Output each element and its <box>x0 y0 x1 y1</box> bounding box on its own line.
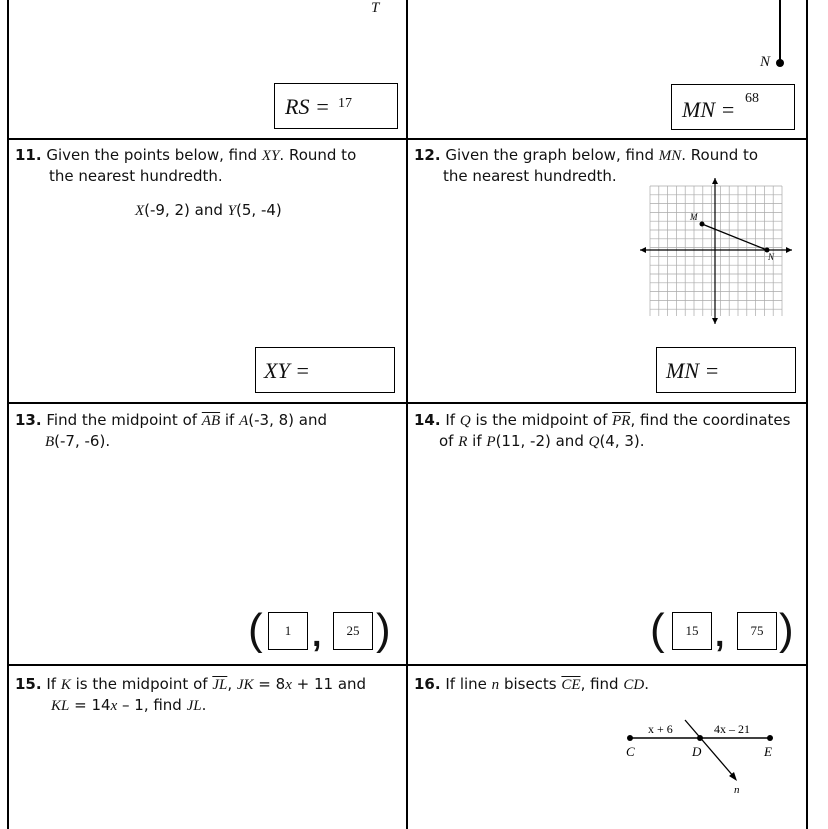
line-n: n <box>491 677 500 693</box>
open-paren: ( <box>650 605 665 654</box>
answer-label-mn-top: MN = <box>682 97 736 122</box>
close-paren: ) <box>779 605 794 654</box>
problem-text-line2: the nearest hundredth. <box>49 167 223 185</box>
problem-text-line2: the nearest hundredth. <box>443 167 617 185</box>
label-n: n <box>734 784 740 796</box>
point-k: K <box>60 677 71 693</box>
coords: (-7, -6). <box>54 432 111 450</box>
problem-13 <box>15 410 400 452</box>
problem-text-line2: of R if P(11, -2) and Q(4, 3). <box>439 432 645 450</box>
comma: , <box>715 616 725 654</box>
label-e: E <box>764 744 772 759</box>
variable: MN <box>658 148 682 164</box>
problem-text: Given the points below, find <box>46 146 262 164</box>
problem-text: If <box>445 411 460 429</box>
answer-label-xy: XY = <box>264 358 311 383</box>
y-axis-arrow-up <box>712 178 718 184</box>
coords: (5, -4) <box>236 201 282 219</box>
divider-row-3 <box>7 664 808 666</box>
segment-ab: $\overline{AB}$ <box>201 413 221 429</box>
bisector-diagram <box>620 715 790 800</box>
divider-row-1 <box>7 138 808 140</box>
problem-11 <box>15 145 400 186</box>
problem-number: 11. <box>15 146 42 164</box>
graph-grid <box>650 186 782 316</box>
coordinate-graph <box>640 178 792 324</box>
problem-15: 15. If K is the midpoint of $\overline{JL}$, JK = 8x + 11 and KL = 14x – 1, find JL. <box>15 674 400 716</box>
border-right <box>806 0 808 829</box>
answer-box-xy[interactable] <box>255 347 395 393</box>
problem-text: , find the coordinates <box>630 411 791 429</box>
point-label-n: N <box>760 54 771 70</box>
problem-14 <box>414 410 804 452</box>
segment-ce: $\overline{CE}$ <box>561 677 581 693</box>
answer-box-y[interactable]: 25 <box>333 612 373 650</box>
x-axis-arrow-left <box>640 247 646 253</box>
point-q: Q <box>588 434 600 450</box>
point-b: B <box>45 434 55 450</box>
problem-16: 16. If line n bisects $\overline{CE}$, find CD. <box>414 675 649 693</box>
close-paren: ) <box>376 605 391 654</box>
answer-value-rs: 17 <box>338 96 352 111</box>
problem-text: . Round to <box>279 146 357 164</box>
point-q: Q <box>459 413 471 429</box>
point-c <box>627 735 633 741</box>
problem-number: 14. <box>414 411 441 429</box>
problem-text: if <box>220 411 240 429</box>
y-axis-arrow-down <box>712 318 718 324</box>
answer-box-rs[interactable] <box>274 83 398 129</box>
coords: (-9, 2) and <box>144 201 228 219</box>
problem-text-line2 <box>15 431 400 452</box>
problem-text: Given the graph below, find <box>445 146 659 164</box>
label-x-plus-6: x + 6 <box>648 722 673 736</box>
point-r: R <box>458 434 468 450</box>
coords: (-3, 8) and <box>248 411 328 429</box>
answer-box-mn-top[interactable] <box>671 84 795 130</box>
point-m <box>700 222 705 227</box>
problem-text-line2: KL = 14x – 1, find JL. <box>51 696 207 714</box>
point-y: Y <box>227 203 237 219</box>
label-4x-minus-21: 4x – 21 <box>714 722 750 736</box>
point-p: P <box>486 434 496 450</box>
problem-text: Find the midpoint of <box>46 411 202 429</box>
problem-number: 15. <box>15 675 42 693</box>
point-e <box>767 735 773 741</box>
label-d: D <box>692 744 702 759</box>
answer-box-x[interactable]: 15 <box>672 612 712 650</box>
border-left <box>7 0 9 829</box>
answer-box-mn[interactable] <box>656 347 796 393</box>
variable: XY <box>261 148 280 164</box>
segment-pr: $\overline{PR}$ <box>612 413 631 429</box>
graph-label-n: N <box>768 252 775 262</box>
answer-label-rs: RS = <box>285 94 330 119</box>
answer-box-y[interactable]: 75 <box>737 612 777 650</box>
segment-vertical-line <box>779 0 781 63</box>
border-middle <box>406 0 408 829</box>
problem-number: 13. <box>15 411 42 429</box>
answer-value-mn-top: 68 <box>745 91 759 106</box>
open-paren: ( <box>248 605 263 654</box>
problem-number: 16. <box>414 675 441 693</box>
divider-row-2 <box>7 402 808 404</box>
problem-text: is the midpoint of <box>470 411 613 429</box>
point-a: A <box>239 413 249 429</box>
label-c: C <box>626 744 635 759</box>
problem-text: . Round to <box>681 146 759 164</box>
answer-label-mn: MN = <box>666 358 720 383</box>
problem-number: 12. <box>414 146 441 164</box>
comma: , <box>312 616 322 654</box>
graph-label-m: M <box>690 212 698 222</box>
answer-box-x[interactable]: 1 <box>268 612 308 650</box>
problem-11-points <box>135 200 282 221</box>
point-label-t: T <box>371 0 380 16</box>
segment-jl: $\overline{JL}$ <box>212 677 228 693</box>
point-x: X <box>135 203 145 219</box>
x-axis-arrow-right <box>786 247 792 253</box>
point-n-dot <box>776 59 784 67</box>
